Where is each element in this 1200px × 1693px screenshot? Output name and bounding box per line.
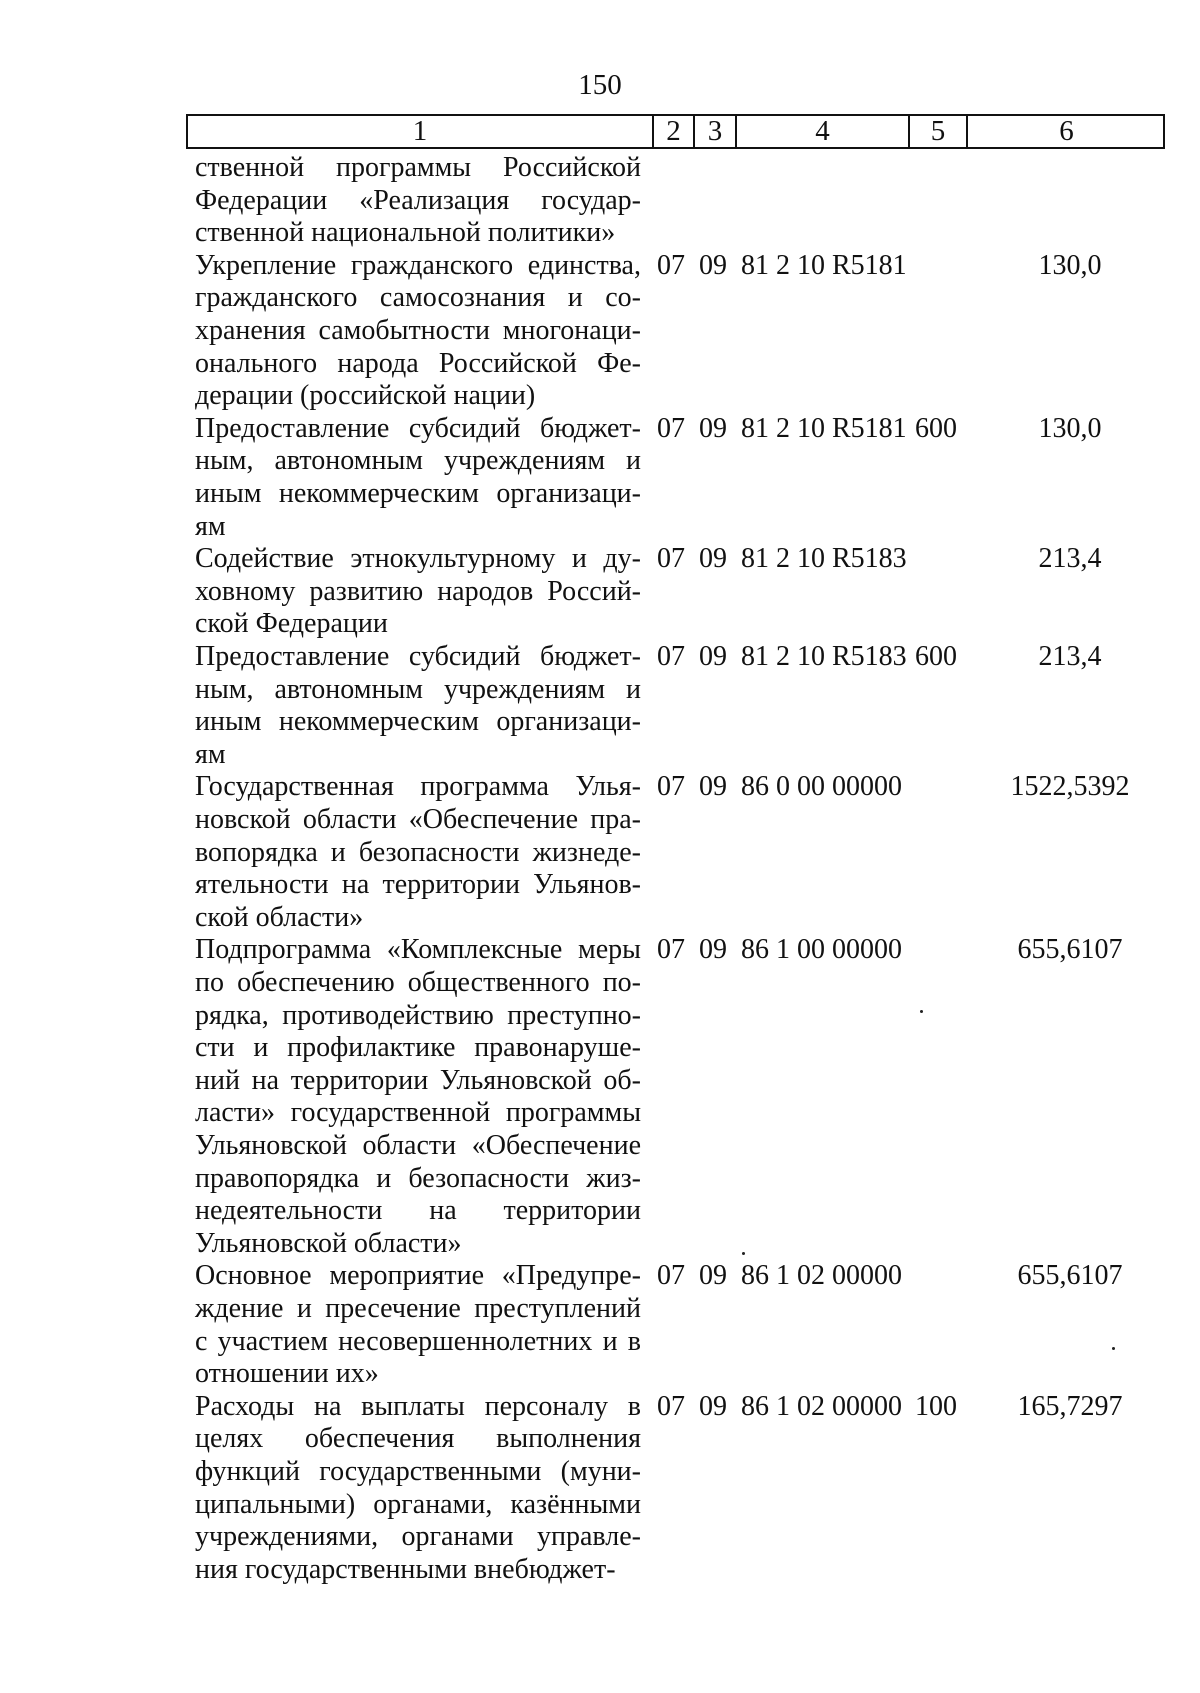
scan-speck — [1112, 1347, 1115, 1350]
razdel-code: 07 — [657, 771, 685, 803]
header-col-4: 4 — [737, 116, 910, 147]
amount-value: 130,0 — [1038, 412, 1102, 444]
description-line: дерации (российской нации) — [195, 380, 536, 412]
description-line: целях обеспечения выполнения — [195, 1423, 641, 1455]
description-line: Содействие этнокультурному и ду- — [195, 543, 641, 575]
table-row — [0, 641, 1200, 771]
header-col-1: 1 — [188, 116, 654, 147]
table-row — [0, 771, 1200, 934]
razdel-code: 07 — [657, 1260, 685, 1292]
description-line: гражданского самосознания и со- — [195, 282, 641, 314]
table-body — [0, 152, 1200, 1586]
razdel-code: 07 — [657, 1390, 685, 1422]
description-line: по обеспечению общественного по- — [195, 966, 641, 998]
row-description — [195, 413, 641, 543]
row-description — [195, 250, 641, 413]
page-number: 150 — [578, 69, 622, 101]
description-line: ния государственными внебюджет- — [195, 1553, 616, 1585]
amount-value: 655,6107 — [1017, 934, 1123, 966]
table-row — [0, 934, 1200, 1260]
description-line: Расходы на выплаты персоналу в — [195, 1390, 641, 1422]
target-article-code: 86 1 00 00000 — [741, 934, 902, 966]
description-line: Укрепление гражданского единства, — [195, 249, 641, 281]
description-line: иным некоммерческим организаци- — [195, 706, 641, 738]
podrazdel-code: 09 — [699, 543, 727, 575]
description-line: Ульяновской области» — [195, 1227, 462, 1259]
target-article-code: 86 0 00 00000 — [741, 771, 902, 803]
row-description — [195, 1391, 641, 1587]
description-line: ным, автономным учреждениям и — [195, 673, 641, 705]
description-line: ховному развитию народов Россий- — [195, 575, 641, 607]
header-col-3: 3 — [695, 116, 737, 147]
expense-type-code: 600 — [915, 412, 957, 444]
description-line: онального народа Российской Фе- — [195, 347, 641, 379]
target-article-code: 81 2 10 R5183 — [741, 543, 907, 575]
description-line: Предоставление субсидий бюджет- — [195, 412, 641, 444]
description-line: ской области» — [195, 901, 364, 933]
table-row — [0, 413, 1200, 543]
description-line: ственной программы Российской — [195, 152, 641, 183]
description-line: ской Федерации — [195, 608, 388, 640]
table-header — [186, 114, 1165, 149]
description-line: новской области «Обеспечение пра- — [195, 803, 641, 835]
row-description — [195, 771, 641, 934]
table-row — [0, 543, 1200, 641]
header-col-6: 6 — [1059, 115, 1074, 147]
scan-speck — [742, 1252, 745, 1255]
amount-value: 655,6107 — [1017, 1260, 1123, 1292]
description-line: учреждениями, органами управле- — [195, 1521, 641, 1553]
expense-type-code: 600 — [915, 640, 957, 672]
header-col-5: 5 — [910, 116, 968, 147]
table-row — [0, 152, 1200, 250]
description-line: ципальными) органами, казёнными — [195, 1488, 641, 1520]
target-article-code: 86 1 02 00000 — [741, 1260, 902, 1292]
podrazdel-code: 09 — [699, 1390, 727, 1422]
description-line: Подпрограмма «Комплексные меры — [195, 934, 641, 966]
target-article-code: 81 2 10 R5181 — [741, 249, 907, 281]
podrazdel-code: 09 — [699, 249, 727, 281]
row-description — [195, 152, 641, 250]
table-row — [0, 1260, 1200, 1390]
razdel-code: 07 — [657, 543, 685, 575]
podrazdel-code: 09 — [699, 1260, 727, 1292]
description-line: ям — [195, 738, 226, 770]
row-description — [195, 641, 641, 771]
description-line: ным, автономным учреждениям и — [195, 445, 641, 477]
target-article-code: 81 2 10 R5183 — [741, 640, 907, 672]
row-description — [195, 1260, 641, 1390]
description-line: ний на территории Ульяновской об- — [195, 1064, 641, 1096]
description-line: рядка, противодействию преступно- — [195, 999, 641, 1031]
row-description — [195, 934, 641, 1260]
description-line: ям — [195, 510, 226, 542]
description-line: ласти» государственной программы — [195, 1097, 641, 1129]
razdel-code: 07 — [657, 640, 685, 672]
scan-speck — [920, 1010, 923, 1013]
description-line: сти и профилактике правонаруше- — [195, 1032, 641, 1064]
podrazdel-code: 09 — [699, 934, 727, 966]
description-line: правопорядка и безопасности жиз- — [195, 1162, 641, 1194]
razdel-code: 07 — [657, 934, 685, 966]
razdel-code: 07 — [657, 249, 685, 281]
header-col-2: 2 — [654, 116, 695, 147]
row-description — [195, 543, 641, 641]
description-line: иным некоммерческим организаци- — [195, 477, 641, 509]
table-row — [0, 250, 1200, 413]
target-article-code: 81 2 10 R5181 — [741, 412, 907, 444]
target-article-code: 86 1 02 00000 — [741, 1390, 902, 1422]
description-line: ждение и пресечение преступлений — [195, 1292, 641, 1324]
description-line: недеятельности на территории — [195, 1195, 641, 1227]
description-line: Предоставление субсидий бюджет- — [195, 640, 641, 672]
description-line: ятельности на территории Ульянов- — [195, 869, 641, 901]
amount-value: 1522,5392 — [1010, 771, 1130, 803]
amount-value: 165,7297 — [1017, 1390, 1123, 1422]
description-line: Федерации «Реализация государ- — [195, 184, 641, 216]
amount-value: 130,0 — [1038, 249, 1102, 281]
description-line: хранения самобытности многонаци- — [195, 314, 641, 346]
expense-type-code: 100 — [915, 1390, 957, 1422]
razdel-code: 07 — [657, 412, 685, 444]
table-row — [0, 1391, 1200, 1587]
description-line: Государственная программа Улья- — [195, 771, 641, 803]
podrazdel-code: 09 — [699, 412, 727, 444]
description-line: с участием несовершеннолетних и в — [195, 1325, 641, 1357]
amount-value: 213,4 — [1038, 543, 1102, 575]
amount-value: 213,4 — [1038, 640, 1102, 672]
description-line: ственной национальной политики» — [195, 217, 616, 249]
podrazdel-code: 09 — [699, 771, 727, 803]
description-line: вопорядка и безопасности жизнеде- — [195, 836, 641, 868]
description-line: Основное мероприятие «Предупре- — [195, 1260, 641, 1292]
podrazdel-code: 09 — [699, 640, 727, 672]
description-line: Ульяновской области «Обеспечение — [195, 1129, 641, 1161]
description-line: функций государственными (муни- — [195, 1455, 641, 1487]
description-line: отношении их» — [195, 1358, 379, 1390]
